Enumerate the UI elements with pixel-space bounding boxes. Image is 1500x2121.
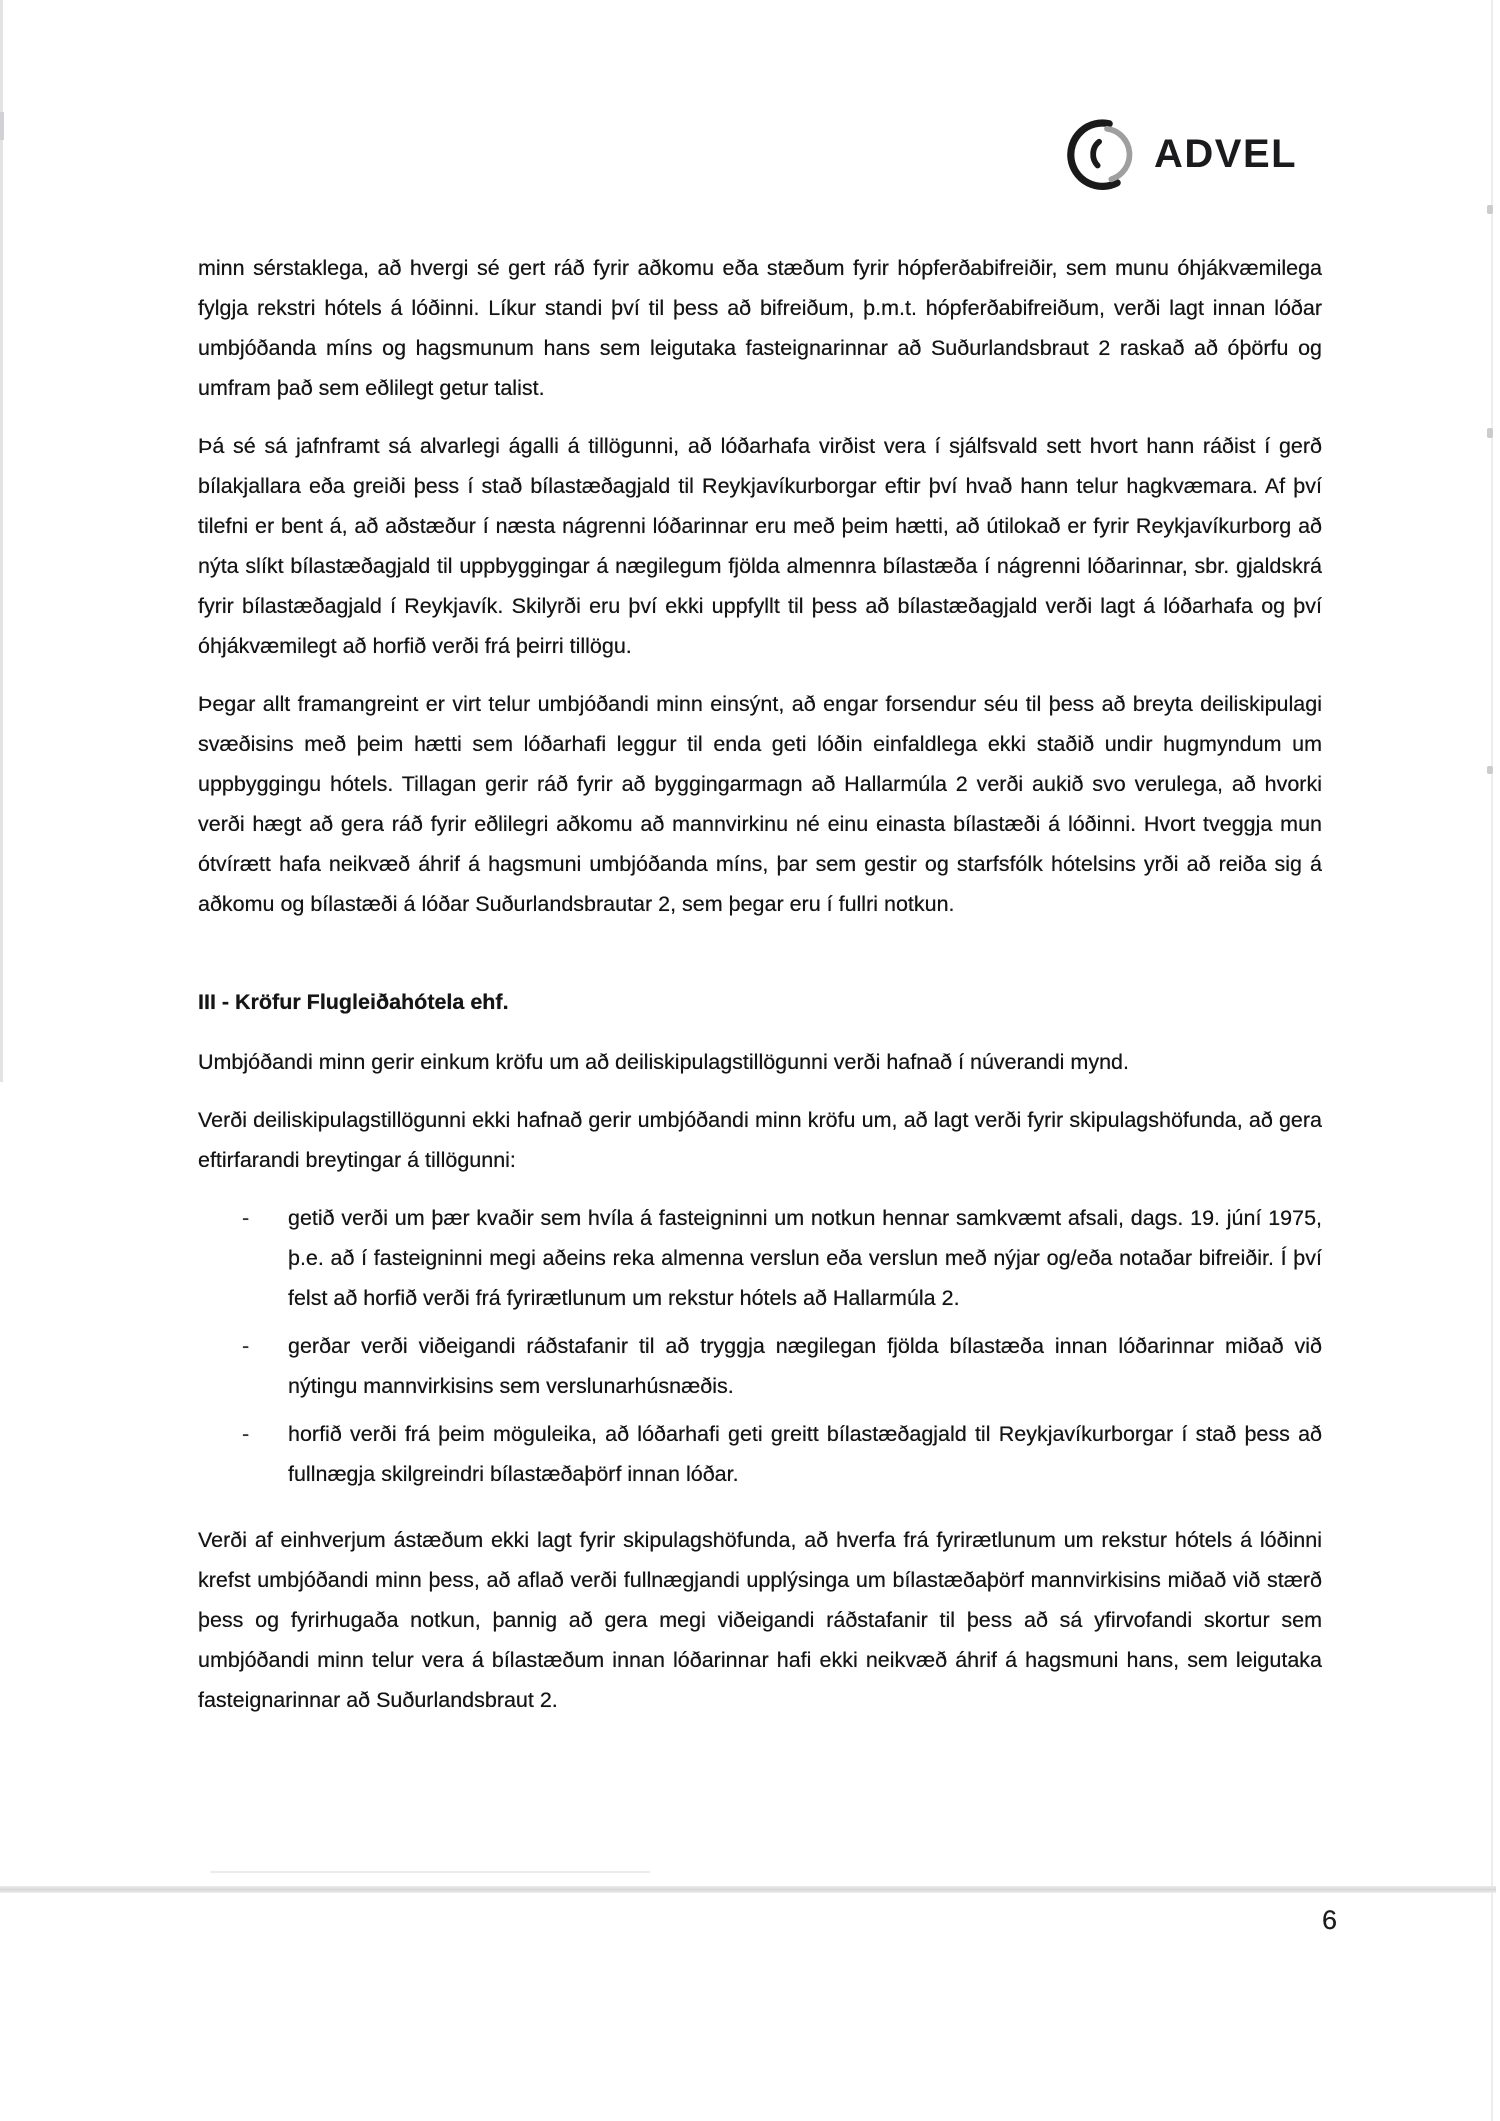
scan-artifact-right-edge xyxy=(1491,0,1493,2121)
scan-artifact-left-edge xyxy=(0,0,3,1082)
paragraph: minn sérstaklega, að hvergi sé gert ráð fyrir aðkomu eða stæðum fyrir hópferðabifreiðir, sem munu óhjákvæmilega fylgja rekstri hótels á lóðinni. Líkur standi því til þess að bifreiðum, þ.m.t. hópferðabifreiðum, verði lagt innan lóðar umbjóðanda míns og hagsmunum hans sem leigutaka fasteignarinnar að Suðurlandsbraut 2 raskað að óþörfu og umfram það sem eðlilegt getur talist. xyxy=(198,256,1322,400)
bullet-text: gerðar verði viðeigandi ráðstafanir til að tryggja nægilegan fjölda bílastæða innan lóðarinnar miðað við nýtingu mannvirkisins sem verslunarhúsnæðis. xyxy=(288,1334,1322,1398)
bullet-dash: - xyxy=(242,1422,250,1446)
list-item xyxy=(198,1414,1322,1494)
demand-list xyxy=(198,1198,1322,1494)
page-number: 6 xyxy=(1322,1905,1338,1935)
advel-logo xyxy=(1066,116,1297,192)
paragraph: Verði af einhverjum ástæðum ekki lagt fyrir skipulagshöfunda, að hverfa frá fyrirætlunum um rekstur hótels á lóðinni krefst umbjóðandi minn þess, að aflað verði fullnægjandi upplýsinga um bílastæðaþörf mannvirkisins miðað við stærð þess og fyrirhugaða notkun, þannig að gera megi viðeigandi ráðstafanir til þess að sá yfirvofandi skortur sem umbjóðandi minn telur vera á bílastæðum innan lóðarinnar hafi ekki neikvæð áhrif á hagsmuni hans, sem leigutaka fasteignarinnar að Suðurlandsbraut 2. xyxy=(198,1528,1322,1712)
bullet-dash: - xyxy=(242,1206,250,1230)
bullet-text: getið verði um þær kvaðir sem hvíla á fasteigninni um notkun hennar samkvæmt afsali, dags. 19. júní 1975, þ.e. að í fasteigninni megi aðeins reka almenna verslun eða verslun með nýjar og/eða notaðar bifreiðir. Í því felst að horfið verði frá fyrirætlunum um rekstur hótels að Hallarmúla 2. xyxy=(288,1206,1322,1310)
list-item xyxy=(198,1326,1322,1406)
paragraph: Þegar allt framangreint er virt telur umbjóðandi minn einsýnt, að engar forsendur séu til þess að breyta deiliskipulagi svæðisins með þeim hætti sem lóðarhafi leggur til enda geti lóðin einfaldlega ekki staðið undir hugmyndum um uppbyggingu hótels. Tillagan gerir ráð fyrir að byggingarmagn að Hallarmúla 2 verði aukið svo verulega, að hvorki verði hægt að gera ráð fyrir eðlilegri aðkomu að mannvirkinu né einu einasta bílastæði á lóðinni. Hvort tveggja mun ótvírætt hafa neikvæð áhrif á hagsmuni umbjóðanda míns, þar sem gestir og starfsfólk hótelsins yrði að reiða sig á aðkomu og bílastæði á lóðar Suðurlandsbrautar 2, sem þegar eru í fullri notkun. xyxy=(198,692,1322,916)
bullet-dash: - xyxy=(242,1334,250,1358)
page-footer-rule xyxy=(0,1886,1496,1893)
list-item xyxy=(198,1198,1322,1318)
letter-body xyxy=(198,248,1322,1738)
paragraph: Umbjóðandi minn gerir einkum kröfu um að deiliskipulagstillögunni verði hafnað í núverandi mynd. xyxy=(198,1050,1129,1074)
scan-artifact-faint-line xyxy=(210,1871,650,1873)
scan-speck xyxy=(1487,766,1493,774)
section-heading: III - Kröfur Flugleiðahótela ehf. xyxy=(198,990,509,1014)
scan-artifact-left-nub xyxy=(0,112,4,140)
brand-name: ADVEL xyxy=(1154,131,1298,176)
paragraph: Verði deiliskipulagstillögunni ekki hafnað gerir umbjóðandi minn kröfu um, að lagt verði fyrir skipulagshöfunda, að gera eftirfarandi breytingar á tillögunni: xyxy=(198,1108,1322,1172)
scan-speck xyxy=(1487,205,1493,214)
scan-speck xyxy=(1487,428,1493,438)
bullet-text: horfið verði frá þeim möguleika, að lóðarhafi geti greitt bílastæðagjald til Reykjavíkurborgar í stað þess að fullnægja skilgreindri bílastæðaþörf innan lóðar. xyxy=(288,1422,1322,1486)
paragraph: Þá sé sá jafnframt sá alvarlegi ágalli á tillögunni, að lóðarhafa virðist vera í sjálfsvald sett hvort hann ráðist í gerð bílakjallara eða greiði þess í stað bílastæðagjald til Reykjavíkurborgar eftir því hvað hann telur hagkvæmara. Af því tilefni er bent á, að aðstæður í næsta nágrenni lóðarinnar eru með þeim hætti, að útilokað er fyrir Reykjavíkurborg að nýta slíkt bílastæðagjald til uppbyggingar á nægilegum fjölda almennra bílastæða í nágrenni lóðarinnar, sbr. gjaldskrá fyrir bílastæðagjald í Reykjavík. Skilyrði eru því ekki uppfyllt til þess að bílastæðagjald verði lagt á lóðarhafa og því óhjákvæmilegt að horfið verði frá þeirri tillögu. xyxy=(198,434,1322,658)
brand-mark-icon xyxy=(1066,116,1138,192)
